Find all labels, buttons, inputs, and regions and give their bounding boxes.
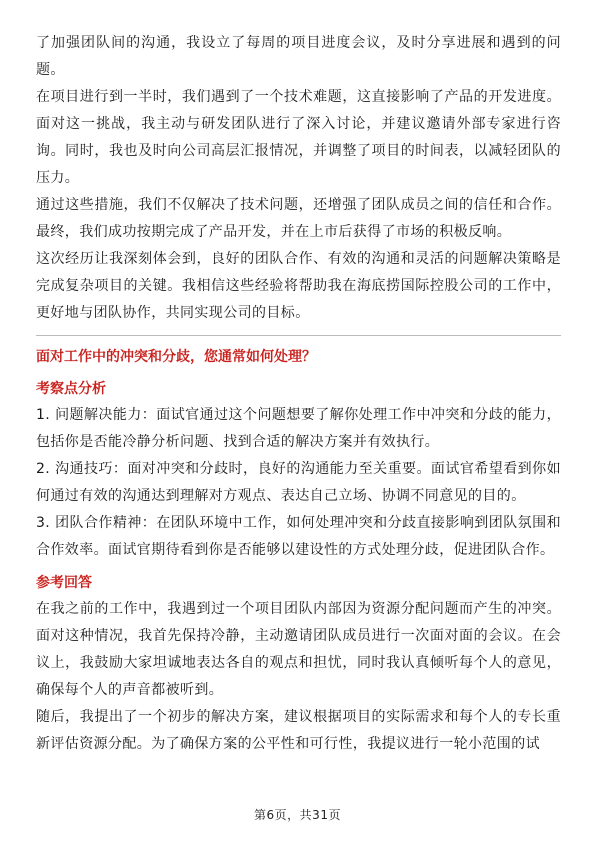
answer-title: 参考回答 — [36, 575, 92, 591]
intro-paragraph-1: 了加强团队间的沟通，我设立了每周的项目进度会议，及时分享进展和遇到的问题。 — [36, 35, 561, 78]
page-content — [36, 30, 561, 758]
analysis-point-1: 1. 问题解决能力：面试官通过这个问题想要了解你处理工作中冲突和分歧的能力，包括你是否能冷静分析问题、找到合适的解决方案并有效执行。 — [36, 407, 561, 450]
analysis-title: 考察点分析 — [36, 381, 106, 397]
section-divider — [36, 335, 561, 336]
answer-paragraph-2: 随后，我提出了一个初步的解决方案，建议根据项目的实际需求和每个人的专长重新评估资源分配。为了确保方案的公平性和可行性，我提议进行一轮小范围的试 — [36, 709, 561, 752]
page-number: 第6页，共31页 — [254, 808, 341, 822]
interview-question: 面对工作中的冲突和分歧，您通常如何处理？ — [36, 349, 316, 365]
answer-paragraph-1: 在我之前的工作中，我遇到过一个项目团队内部因为资源分配问题而产生的冲突。面对这种情况，我首先保持冷静，主动邀请团队成员进行一次面对面的会议。在会议上，我鼓励大家坦诚地表达各自的观点和担忧，同时我认真倾听每个人的意见，确保每个人的声音都被听到。 — [36, 601, 561, 698]
analysis-point-2: 2. 沟通技巧：面对冲突和分歧时，良好的沟通能力至关重要。面试官希望看到你如何通过有效的沟通达到理解对方观点、表达自己立场、协调不同意见的目的。 — [36, 461, 561, 504]
intro-paragraph-2: 在项目进行到一半时，我们遇到了一个技术难题，这直接影响了产品的开发进度。面对这一挑战，我主动与研发团队进行了深入讨论，并建议邀请外部专家进行咨询。同时，我也及时向公司高层汇报情况，并调整了项目的时间表，以减轻团队的压力。 — [36, 89, 561, 186]
analysis-point-3: 3. 团队合作精神：在团队环境中工作，如何处理冲突和分歧直接影响到团队氛围和合作效率。面试官期待看到你是否能够以建设性的方式处理分歧，促进团队合作。 — [36, 515, 561, 558]
intro-paragraph-3: 通过这些措施，我们不仅解决了技术问题，还增强了团队成员之间的信任和合作。最终，我们成功按期完成了产品开发，并在上市后获得了市场的积极反响。 — [36, 197, 561, 240]
intro-paragraph-4: 这次经历让我深刻体会到，良好的团队合作、有效的沟通和灵活的问题解决策略是完成复杂项目的关键。我相信这些经验将帮助我在海底捞国际控股公司的工作中，更好地与团队协作，共同实现公司的目标。 — [36, 251, 561, 321]
